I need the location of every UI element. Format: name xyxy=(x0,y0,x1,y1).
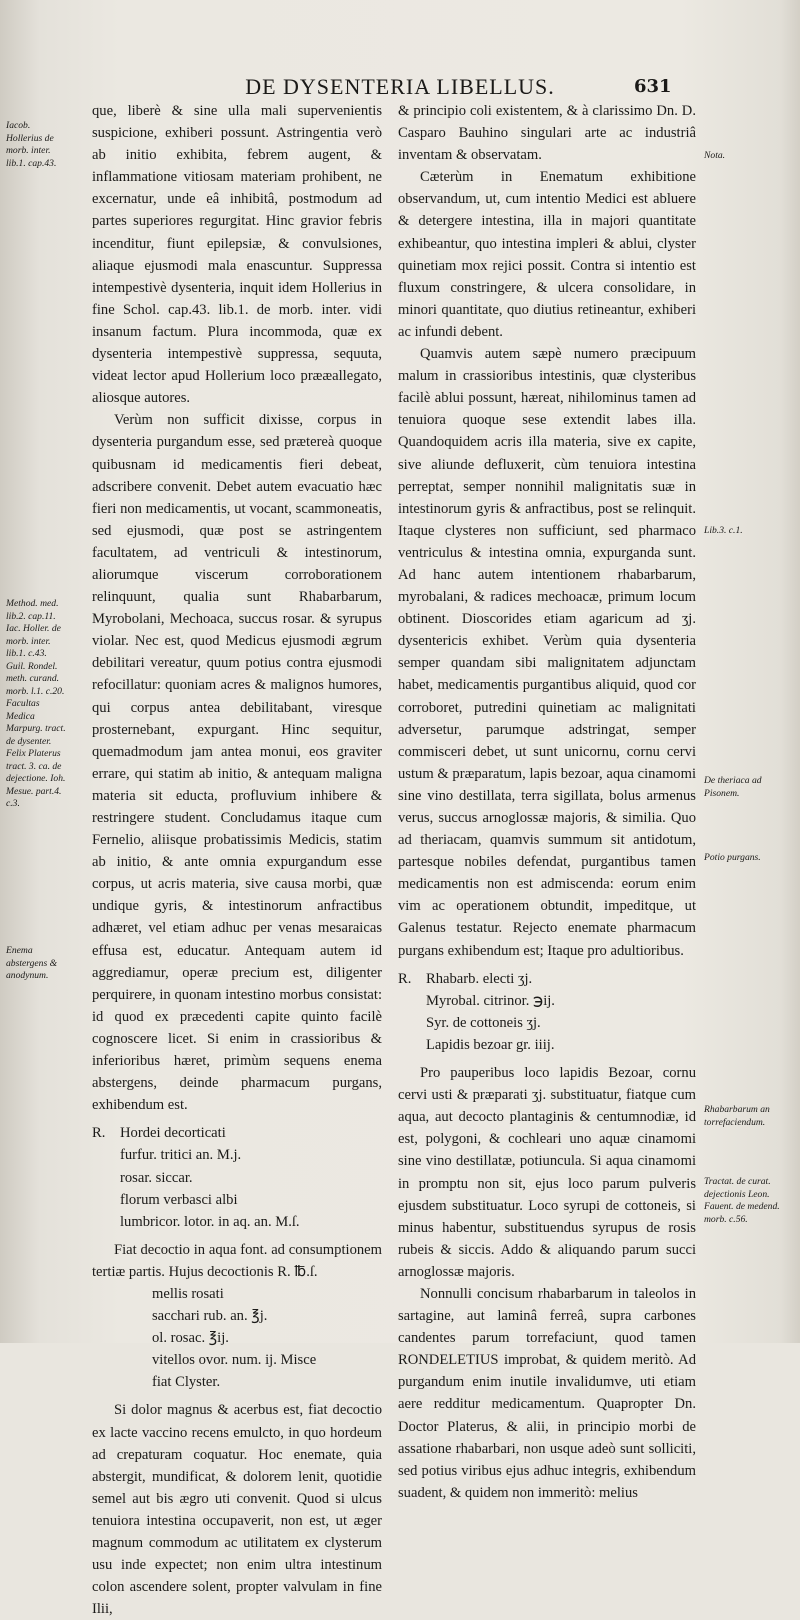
margin-note-hollerius: Iacob. Hollerius de morb. inter. lib.1. cap.43. xyxy=(6,120,57,169)
margin-note-theriaca: De theriaca ad Pisonem. xyxy=(704,775,762,799)
recipe-line: R. Hordei decorticati xyxy=(92,1122,382,1144)
margin-note-nota: Nota. xyxy=(704,150,726,161)
margin-note-lib: Lib.3. c.1. xyxy=(704,525,743,536)
recipe-symbol: R. xyxy=(398,970,412,987)
recipe-line: Lapidis bezoar gr. iiij. xyxy=(426,1036,555,1053)
margin-note-references: Method. med. lib.2. cap.11. Iac. Holler. de morb. inter. lib.1. c.43. Guil. Rondel. meth. curand. morb. l.1. c.20. Facultas Medica Marpurg. tract. de dysenter. Felix Platerus tract. 3. ca. de dejectione. Ioh. Mesue. part.4. c.3. xyxy=(6,598,66,809)
recipe-line: vitellos ovor. num. ij. Misce xyxy=(152,1352,317,1369)
paragraph: Cæterùm in Enematum exhibitione observandum, ut, cum intentio Medici est abluere & detergere intestina, illa in majori quantitate exhibeantur, quo intestina impleri & ablui, clyster quinetiam mox rejici possit. Contra si intentio est fluxum constringere, & ulcera consolidare, in minori quantitate, quo diutius retineantur, exhiberi ac infundi debent. xyxy=(398,169,696,340)
left-column xyxy=(92,100,382,1620)
recipe-line: Myrobal. citrinor. ℈ij. xyxy=(426,992,555,1009)
recipe-symbol: R. xyxy=(92,1125,106,1142)
recipe-line: furfur. tritici an. M.j. xyxy=(120,1147,242,1164)
recipe-line: R. Rhabarb. electi ʒj. xyxy=(398,968,696,990)
page-number: 631 xyxy=(634,76,672,97)
paragraph: Fiat decoctio in aqua font. ad consumptionem tertiæ partis. Hujus decoctionis R. ℔.ſ. xyxy=(92,1241,382,1280)
margin-note-enema: Enema abstergens & anodynum. xyxy=(6,945,58,981)
paragraph: Verùm non sufficit dixisse, corpus in dysenteria purgandum esse, sed prætereà quoque quibusnam id medicamentis fieri debeat, adscribere convenit. Debet autem evacuatio hæc fieri non medicamentis, ut vocant, scammoneatis, sed ejusmodi, quæ post se astringentem facultatem, ad ventriculi & intestinorum, aliorumque viscerum corroborationem relinquunt, qualia sunt Rhabarbarum, Myrobolani, Mechoaca, succus rosar. & syrupus violar. Nec est, quod Medicus ejusmodi ægrum debilitari vereatur, quum potius contra ejusmodi refocillatur: quoniam acres & malignos humores, qui corpus antea debilitabant, viresque prosternebant, expurgant. Hinc sequitur, quemadmodum jam antea monui, eos graviter errare, qui statim ab initio, & antequam maligna materia sit educta, profluvium inhibere & restringere student. Concludamus itaque cum Fernelio, aliisque probatissimis Medicis, statim ab initio, & ante omnia expurgandum esse corpus, ut acris materia, sive causa morbi, quæ undique gyris, & intestinorum anfractibus adhæret, vel etiam adhuc per venas mesaraicas effusa est, educatur. Antequam autem id aggrediamur, operæ precium est, diligenter perquirere, in quonam intestino morbus consistat: id quod ex præcedenti capite quinto facilè cognoscere licet. Si enim in crassioribus & inferioribus hæret, primùm sequens enema abstergens, deinde pharmacum purgans, exhibendum est. xyxy=(92,412,382,1114)
recipe-line: Syr. de cottoneis ʒj. xyxy=(426,1014,541,1031)
recipe-line: sacchari rub. an. ℥j. xyxy=(152,1308,268,1325)
paragraph: Pro pauperibus loco lapidis Bezoar, cornu cervi usti & præparati ʒj. substituatur, fiatque cum aqua, aut decocto plantaginis & centumnodiæ, id est, polygoni, & cochleari uno aquæ cinamomi sine vino destillatæ, potiuncula. Si aqua cinamomi in promptu non sit, ejus loco parum pulveris ejusdem substituatur. Loco syrupi de cottoneis, si minus habentur, substituendus syrupus de rosis rubeis & siccis. Addo & aliquando parum succi arnoglossæ majoris. xyxy=(398,1065,696,1280)
paragraph: Si dolor magnus & acerbus est, fiat decoctio ex lacte vaccino recens emulcto, in quo hordeum ad crepaturam coquatur. Hoc enemate, quia abstergit, mundificat, & dolorem lenit, quotidie semel aut bis ægro uti convenit. Quod si ulcus tenuiora intestina occupaverit, non est, ut æger magnum commodum ac utilitatem ex clysterum usu inde expectet; non enim ultra intestinum colon ascendere solent, propter valvulam in fine Ilii, xyxy=(92,1402,382,1618)
recipe-line: rosar. siccar. xyxy=(120,1169,193,1186)
recipe-purgans xyxy=(398,968,696,1056)
right-column xyxy=(398,100,696,1504)
recipe-line: mellis rosati xyxy=(152,1285,224,1302)
recipe-enema xyxy=(92,1122,382,1232)
paragraph: Quamvis autem sæpè numero præcipuum malum in crassioribus intestinis, quæ clysteribus facilè ablui possunt, hæreat, nihilominus tamen ad tenuiora quoque sese extendit labes illa. Quandoquidem acris illa materia, sive ex capite, sive aliunde defluxerit, cùm tenuiora intestina perreptat, semper nonnihil malignitatis suæ in intestinorum gyris & anfractibus, post se relinquit. Itaque clysteres non sufficiunt, sed pharmaco ventriculus & intestina omnia, expurganda sunt. Ad hanc autem intentionem rhabarbarum, myrobalani, & radices mechoacæ, primum locum obtinent. Dioscorides etiam agaricum ad ʒj. dysentericis exhibet. Verùm quia dysenteria semper quandam sibi malignitatem adjunctam habet, medicamentis purgantibus aliquid, quod cor corroboret, putredini quinetiam ac malignitati adversetur, parumque adstringat, semper commisceri debet, ut sunt unicornu, cornu cervi ustum & præparatum, lapis bezoar, aqua cinamomi sine vino destillata, terra sigillata, bolus armenus verus, succus arnoglossæ majoris, & similia. Quo ad theriacam, quamvis summum sit antidotum, partesque nobiles defendat, purgantibus tamen medicamentis non est admiscenda: eorum enim vim ac operationem obtundit, impeditque, ut Galenus testatur. Rejecto enemate pharmacum purgans exhibendum est; Itaque pro adultioribus. xyxy=(398,346,696,959)
paragraph: que, liberè & sine ulla mali supervenientis suspicione, exhiberi possunt. Astringentia verò ab initio exhibita, febrem augent, & inflammatione vitiosam materiam prohibent, ne excernatur, unde eâ inhibitâ, postmodum ad partes superiores regurgitat. Hinc gravior febris incenditur, fiunt epilepsiæ, & convulsiones, aliaque ejusmodi mala enascuntur. Suppressa intempestivè dysenteria, inquit idem Hollerius in fine Schol. cap.43. lib.1. de morb. inter. vidi insanum factum. Plura incommoda, quæ ex dysenteria intempestivè suppressa, sequuta, videat lector apud Hollerium loco prææallegato, aliosque autores. xyxy=(92,103,382,407)
recipe-clyster xyxy=(92,1283,382,1393)
recipe-line: florum verbasci albi xyxy=(120,1191,238,1208)
paragraph: & principio coli existentem, & à clarissimo Dn. D. Casparo Bauhino singulari arte ac industriâ inventam & observatam. xyxy=(398,103,696,164)
margin-note-potio: Potio purgans. xyxy=(704,852,761,863)
recipe-line: lumbricor. lotor. in aq. an. M.ſ. xyxy=(120,1213,300,1230)
running-head: DE DYSENTERIA LIBELLUS. xyxy=(245,74,555,99)
margin-note-rhabarbarum: Rhabarbarum an torrefaciendum. xyxy=(704,1104,770,1128)
paragraph: Nonnulli concisum rhabarbarum in taleolos in sartagine, aut laminâ ferreâ, supra carbones candentes parum torrefaciunt, quod tamen RONDELETIUS improbat, & quidem meritò. Ad purgandum enim inutile invalidumve, uti etiam aere redditur medicamentum. Quapropter Dn. Doctor Platerus, & alii, in principio morbi de assatione rhabarbari, non usque adeò sunt solliciti, sed potius viribus ejus adhuc integris, exhibendum suadent, & quidem non immeritò: melius xyxy=(398,1285,696,1501)
recipe-line: ol. rosac. ℥ij. xyxy=(152,1330,229,1347)
recipe-line: fiat Clyster. xyxy=(152,1374,221,1391)
margin-note-tractat: Tractat. de curat. dejectionis Leon. Fauent. de medend. morb. c.56. xyxy=(704,1176,780,1225)
